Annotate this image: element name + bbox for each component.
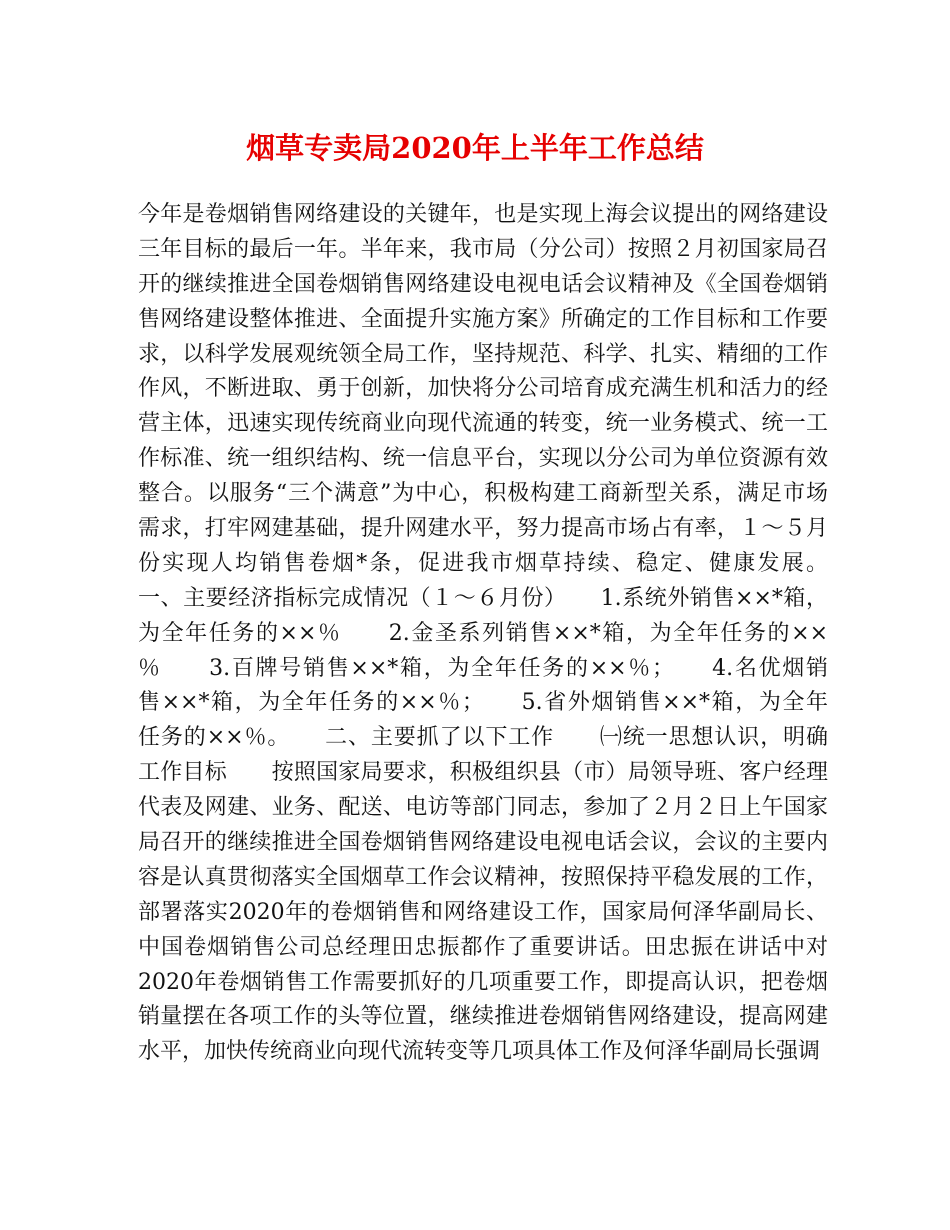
document-body <box>138 198 828 1070</box>
body-line: 售网络建设整体推进、全面提升实施方案》所确定的工作目标和工作要 <box>138 306 828 332</box>
body-line: 2020年卷烟销售工作需要抓好的几项重要工作，即提高认识，把卷烟 <box>138 969 828 995</box>
body-line: 今年是卷烟销售网络建设的关键年，也是实现上海会议提出的网络建设 <box>138 202 828 227</box>
body-line: 任务的××％。 二、主要抓了以下工作 ㈠统一思想认识，明确 <box>138 725 828 751</box>
body-line: 作风，不断进取、勇于创新，加快将分公司培育成充满生机和活力的经 <box>138 376 828 402</box>
body-line: 作标准、统一组织结构、统一信息平台，实现以分公司为单位资源有效 <box>138 446 828 472</box>
body-line: 部署落实2020年的卷烟销售和网络建设工作，国家局何泽华副局长、 <box>138 899 828 925</box>
body-line: 容是认真贯彻落实全国烟草工作会议精神，按照保持平稳发展的工作， <box>138 864 828 890</box>
body-line: 售××*箱，为全年任务的××％； 5.省外烟销售××*箱，为全年 <box>138 690 828 716</box>
body-line: 开的继续推进全国卷烟销售网络建设电视电话会议精神及《全国卷烟销 <box>138 271 828 297</box>
body-line: 需求，打牢网建基础，提升网建水平，努力提高市场占有率，１～５月 <box>138 516 828 542</box>
body-line: 代表及网建、业务、配送、电访等部门同志，参加了２月２日上午国家 <box>138 795 828 821</box>
body-line: ％ 3.百牌号销售××*箱，为全年任务的××％； 4.名优烟销 <box>138 655 828 681</box>
body-line: 水平，加快传统商业向现代流转变等几项具体工作及何泽华副局长强调 <box>138 1039 821 1065</box>
body-line: 销量摆在各项工作的头等位置，继续推进卷烟销售网络建设，提高网建 <box>138 1004 828 1030</box>
body-line: 份实现人均销售卷烟*条，促进我市烟草持续、稳定、健康发展。 <box>138 550 828 576</box>
body-line: 整合。以服务“三个满意”为中心，积极构建工商新型关系，满足市场 <box>138 481 828 507</box>
body-line: 三年目标的最后一年。半年来，我市局（分公司）按照２月初国家局召 <box>138 236 828 262</box>
body-line: 为全年任务的××％ 2.金圣系列销售××*箱，为全年任务的×× <box>138 620 828 646</box>
document-title: 烟草专卖局2020年上半年工作总结 <box>246 131 704 165</box>
body-line: 求，以科学发展观统领全局工作，坚持规范、科学、扎实、精细的工作 <box>138 341 828 367</box>
body-line: 中国卷烟销售公司总经理田忠振都作了重要讲话。田忠振在讲话中对 <box>138 934 828 960</box>
body-line: 一、主要经济指标完成情况（１～６月份） 1.系统外销售××*箱， <box>138 585 828 611</box>
body-line: 工作目标 按照国家局要求，积极组织县（市）局领导班、客户经理 <box>138 760 828 786</box>
body-line: 局召开的继续推进全国卷烟销售网络建设电视电话会议，会议的主要内 <box>138 830 828 856</box>
body-line: 营主体，迅速实现传统商业向现代流通的转变，统一业务模式、统一工 <box>138 411 828 437</box>
